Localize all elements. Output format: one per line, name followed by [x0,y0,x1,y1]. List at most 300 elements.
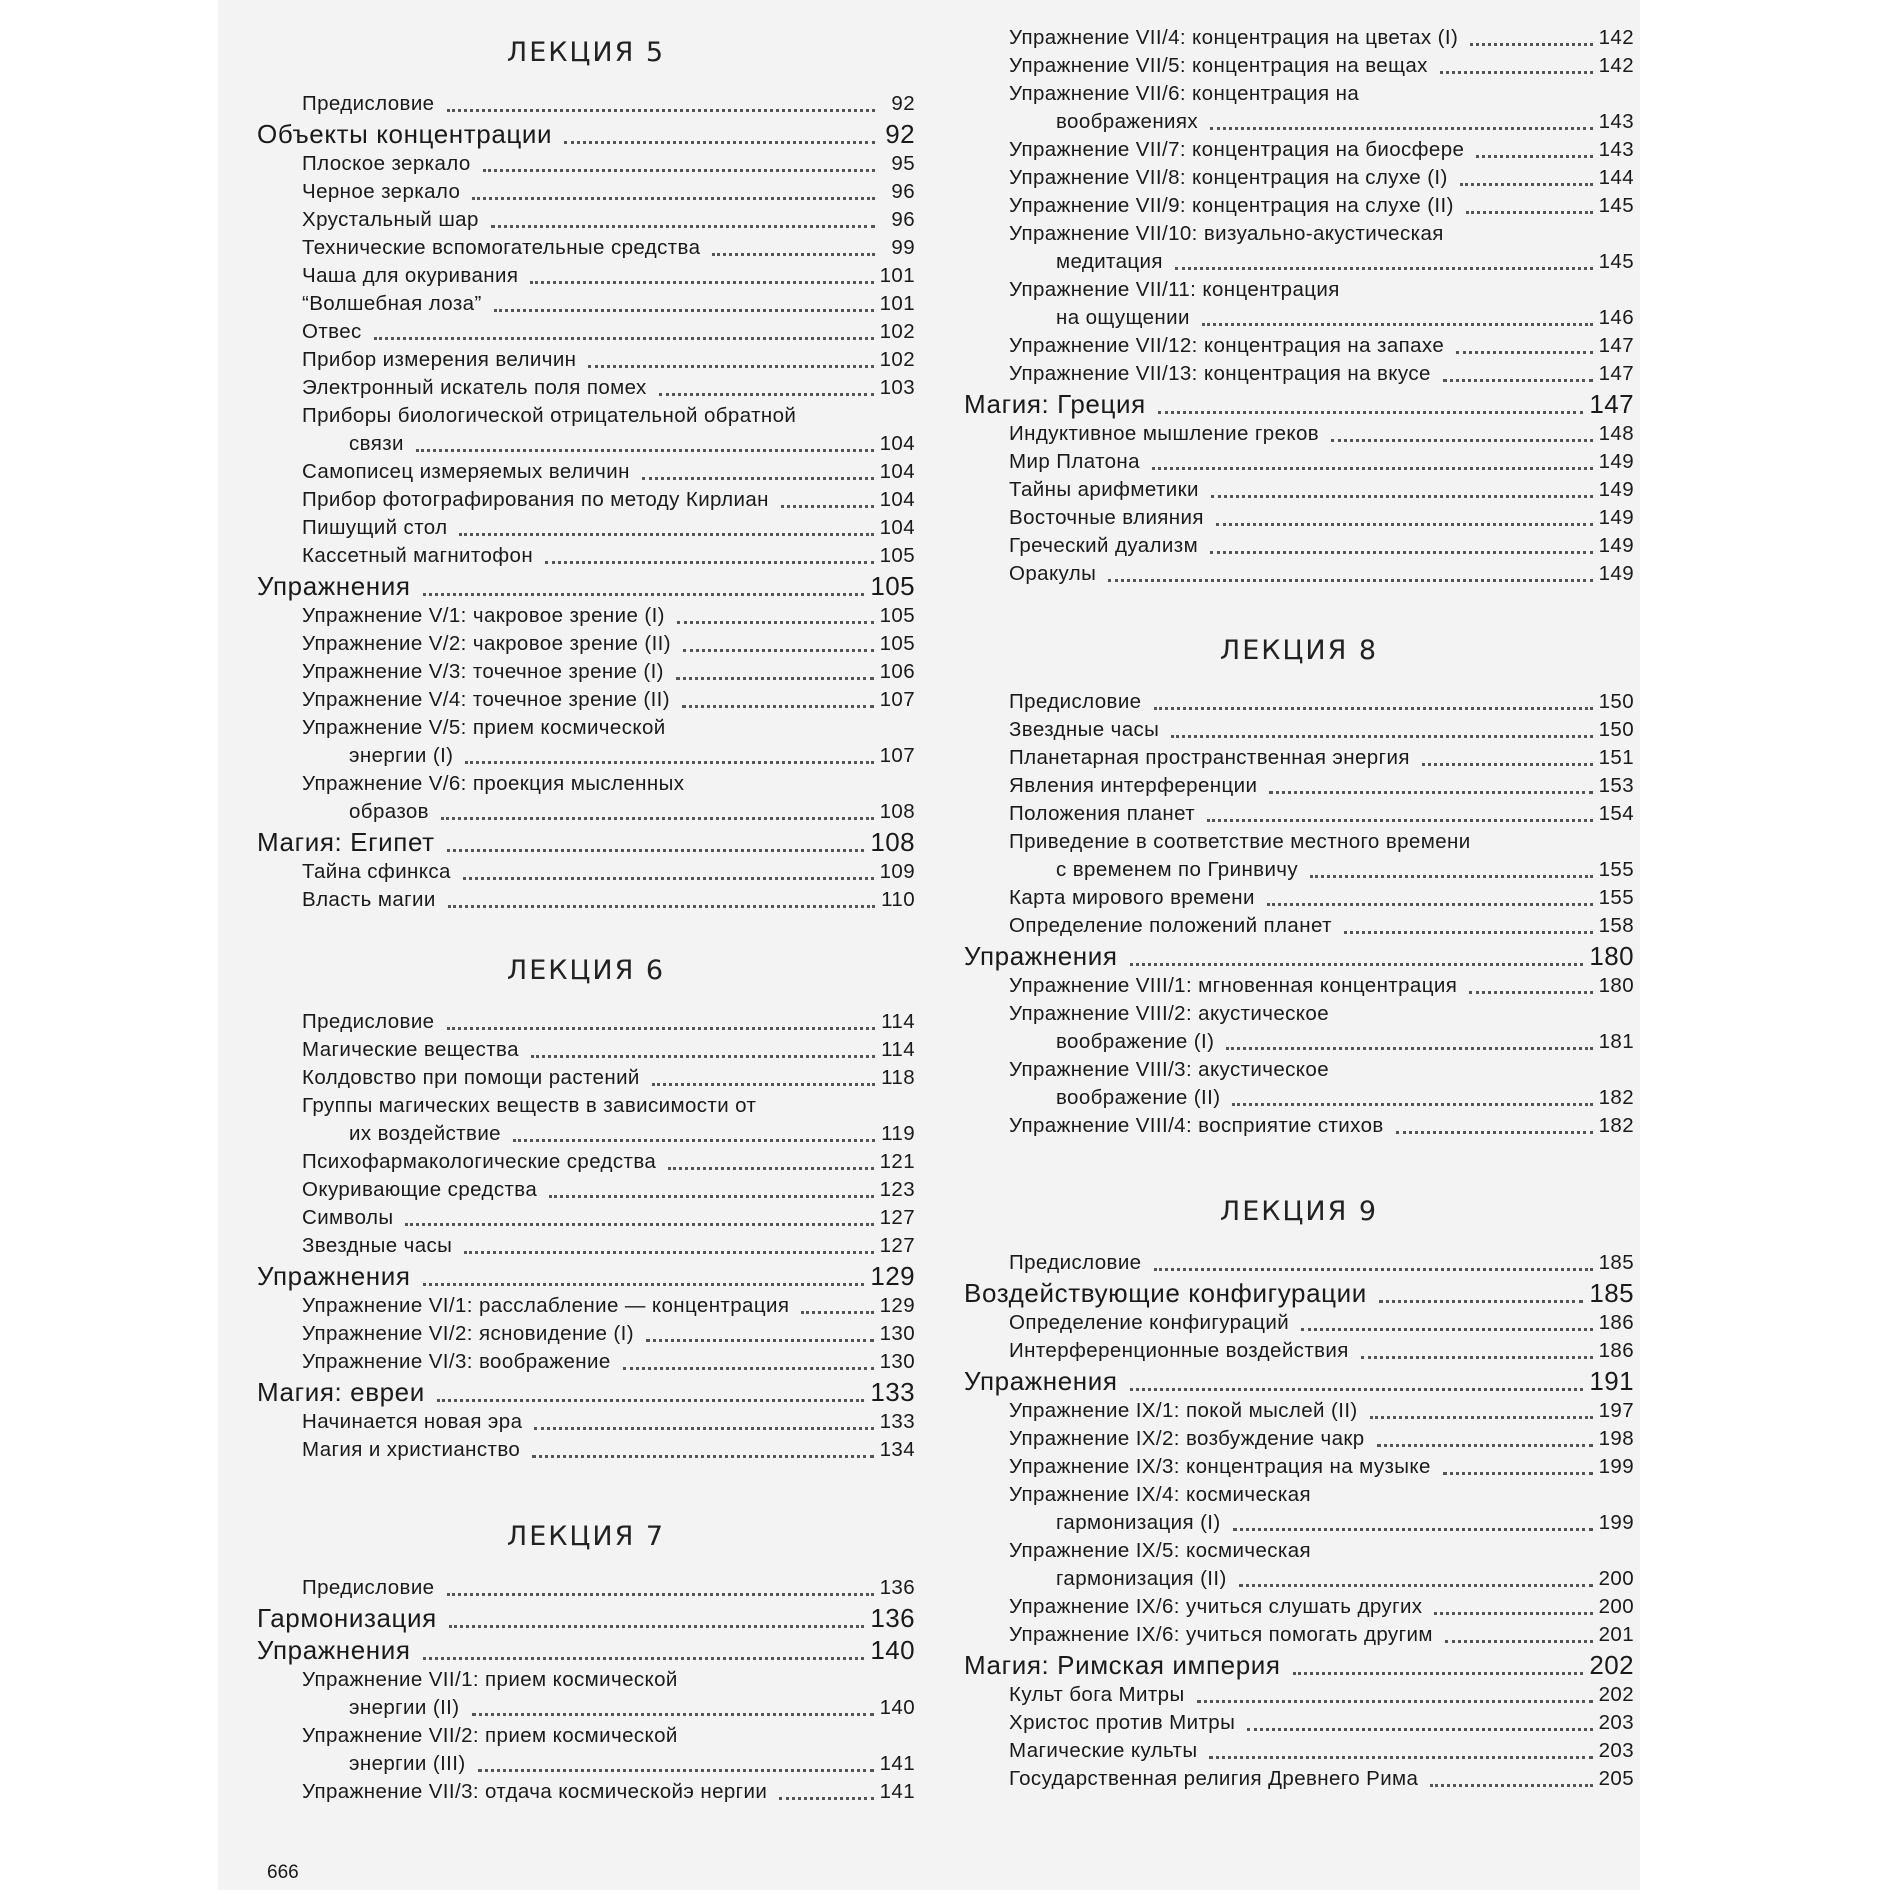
toc-entry[interactable] [257,1148,915,1176]
toc-chapter-entry[interactable] [257,826,915,858]
dot-leader [668,1161,873,1170]
entry-label: Электронный искатель поля помех [302,376,647,399]
entry-page-number: 118 [881,1066,915,1089]
dot-leader [1456,345,1592,354]
dot-leader [1130,957,1584,966]
toc-entry[interactable] [964,1397,1634,1425]
entry-label: Упражнение VII/12: концентрация на запахе [1009,334,1445,357]
toc-entry[interactable] [257,402,915,430]
entry-label: Упражнение V/2: чакровое зрение (II) [302,632,671,655]
toc-entry[interactable] [964,1765,1634,1793]
dot-leader [1207,813,1593,822]
entry-page-number: 150 [1598,690,1634,713]
entry-label: Психофармакологические средства [302,1150,657,1173]
entry-label: Предисловие [302,92,435,115]
toc-entry-continuation[interactable] [964,1028,1634,1056]
toc-entry[interactable] [257,858,915,886]
toc-entry[interactable] [964,716,1634,744]
entry-label: Упражнение IX/1: покой мыслей (II) [1009,1399,1358,1422]
entry-page-number: 107 [879,744,915,767]
dot-leader [659,387,874,396]
entry-label: Определение конфигураций [1009,1311,1290,1334]
toc-entry[interactable] [964,1681,1634,1709]
entry-page-number: 136 [870,1603,915,1633]
dot-leader [676,671,874,680]
dot-leader [652,1077,875,1086]
entry-page-number: 96 [891,208,915,231]
entry-page-number: 202 [1589,1650,1634,1680]
entry-page-number: 130 [879,1350,915,1373]
dot-leader [1430,1778,1592,1787]
toc-entry[interactable] [964,744,1634,772]
entry-page-number: 199 [1598,1511,1634,1534]
dot-leader [623,1361,874,1370]
entry-page-number: 101 [879,292,915,315]
toc-entry[interactable] [964,884,1634,912]
entry-page-number: 147 [1589,389,1634,419]
toc-entry[interactable] [257,658,915,686]
toc-entry[interactable] [964,1056,1634,1084]
toc-chapter-entry[interactable] [257,1260,915,1292]
toc-entry[interactable] [964,1000,1634,1028]
toc-entry[interactable] [964,476,1634,504]
dot-leader [1232,1097,1592,1106]
entry-label: Отвес [302,320,362,343]
toc-entry-continuation[interactable] [257,1694,915,1722]
lecture-section [964,1197,1634,1793]
entry-label: Упражнение IX/5: космическая [1009,1539,1312,1562]
toc-entry[interactable] [964,1309,1634,1337]
dot-leader [465,755,873,764]
entry-page-number: 129 [870,1261,915,1291]
entry-page-number: 198 [1598,1427,1634,1450]
toc-entry-continuation[interactable] [257,798,915,826]
entry-label: Предисловие [1009,690,1142,713]
dot-leader [1434,1606,1592,1615]
toc-entry[interactable] [964,1425,1634,1453]
dot-leader [1470,37,1592,46]
lecture-heading: ЛЕКЦИЯ 9 [1219,1196,1379,1227]
lecture-section [964,24,1634,588]
toc-entry-continuation[interactable] [964,856,1634,884]
toc-chapter-entry[interactable] [257,1602,915,1634]
dot-leader [1108,573,1592,582]
dot-leader [423,587,865,596]
dot-leader [1443,373,1593,382]
toc-entry[interactable] [257,1348,915,1376]
entry-label: Объекты концентрации [257,119,553,149]
entry-label: Культ бога Митры [1009,1683,1185,1706]
toc-entry[interactable] [257,630,915,658]
toc-entry[interactable] [257,318,915,346]
entry-page-number: 108 [870,827,915,857]
dot-leader [437,1393,865,1402]
entry-page-number: 140 [870,1635,915,1665]
toc-entry[interactable] [964,772,1634,800]
toc-entry-continuation[interactable] [964,1084,1634,1112]
entry-label-continuation: воображение (I) [1056,1030,1215,1053]
toc-entry[interactable] [257,1722,915,1750]
toc-entry[interactable] [964,332,1634,360]
lecture-heading: ЛЕКЦИЯ 7 [506,1521,666,1552]
entry-label: Технические вспомогательные средства [302,236,701,259]
toc-entry[interactable] [257,1292,915,1320]
toc-entry[interactable] [257,1574,915,1602]
toc-entry[interactable] [257,1232,915,1260]
toc-entry[interactable] [964,24,1634,52]
entry-label-continuation: воображениях [1056,110,1199,133]
toc-entry[interactable] [964,688,1634,716]
entry-label: Упражнение IX/6: учиться помогать другим [1009,1623,1433,1646]
entry-label: Оракулы [1009,562,1097,585]
entry-label: Упражнение VII/2: прием космической [302,1724,678,1747]
dot-leader [1154,701,1593,710]
dot-leader [545,555,874,564]
entry-page-number: 148 [1598,422,1634,445]
entry-label: Магия: Египет [257,827,435,857]
toc-entry[interactable] [257,542,915,570]
entry-page-number: 199 [1598,1455,1634,1478]
toc-entry-continuation[interactable] [964,1509,1634,1537]
toc-chapter-entry[interactable] [257,118,915,150]
entry-label-continuation: связи [349,432,404,455]
entry-label: Интерференционные воздействия [1009,1339,1349,1362]
toc-entry[interactable] [257,1666,915,1694]
dot-leader [683,643,874,652]
entry-page-number: 129 [879,1294,915,1317]
dot-leader [405,1217,873,1226]
dot-leader [1216,517,1593,526]
toc-entry[interactable] [964,1593,1634,1621]
toc-entry[interactable] [964,1709,1634,1737]
toc-entry[interactable] [964,192,1634,220]
entry-label: Христос против Митры [1009,1711,1236,1734]
entry-label: Упражнение VI/3: воображение [302,1350,611,1373]
entry-label: Положения планет [1009,802,1196,825]
entry-label: Упражнение VII/8: концентрация на слухе (I) [1009,166,1448,189]
entry-page-number: 92 [885,119,915,149]
toc-chapter-entry[interactable] [257,1376,915,1408]
entry-page-number: 144 [1598,166,1634,189]
dot-leader [1233,1522,1593,1531]
entry-label: Греческий дуализм [1009,534,1199,557]
dot-leader [449,1619,865,1628]
entry-page-number: 202 [1598,1683,1634,1706]
toc-entry[interactable] [964,420,1634,448]
dot-leader [532,1449,873,1458]
dot-leader [779,1791,873,1800]
entry-page-number: 104 [879,488,915,511]
entry-page-number: 103 [879,376,915,399]
toc-chapter-entry[interactable] [964,940,1634,972]
entry-page-number: 182 [1598,1086,1634,1109]
entry-page-number: 114 [881,1010,915,1033]
entry-label: Магические вещества [302,1038,519,1061]
toc-chapter-entry[interactable] [964,1365,1634,1397]
dot-leader [374,331,874,340]
entry-page-number: 180 [1598,974,1634,997]
page-number: 666 [267,1862,299,1883]
toc-entry[interactable] [257,1092,915,1120]
entry-page-number: 147 [1598,362,1634,385]
entry-page-number: 180 [1589,941,1634,971]
dot-leader [1476,149,1592,158]
toc-entry[interactable] [257,1176,915,1204]
entry-label-continuation: энергии (II) [349,1696,460,1719]
dot-leader [1175,261,1593,270]
dot-leader [781,499,874,508]
toc-entry[interactable] [257,1064,915,1092]
dot-leader [1377,1438,1593,1447]
toc-entry[interactable] [257,374,915,402]
dot-leader [642,471,874,480]
entry-label: Явления интерференции [1009,774,1258,797]
dot-leader [1247,1722,1592,1731]
entry-page-number: 155 [1598,886,1634,909]
entry-page-number: 145 [1598,250,1634,273]
entry-label: Упражнение VIII/1: мгновенная концентрация [1009,974,1458,997]
entry-label: Упражнение V/6: проекция мысленных [302,772,685,795]
entry-page-number: 109 [879,860,915,883]
entry-label: Восточные влияния [1009,506,1204,529]
entry-label-continuation: на ощущении [1056,306,1190,329]
dot-leader [472,191,875,200]
entry-page-number: 149 [1598,562,1634,585]
toc-entry[interactable] [257,290,915,318]
toc-entry-continuation[interactable] [964,304,1634,332]
dot-leader [1422,757,1593,766]
toc-entry-continuation[interactable] [257,430,915,458]
toc-chapter-entry[interactable] [964,1649,1634,1681]
entry-label: Хрустальный шар [302,208,479,231]
toc-entry[interactable] [257,714,915,742]
entry-label: Черное зеркало [302,180,461,203]
toc-entry[interactable] [257,90,915,118]
entry-page-number: 146 [1598,306,1634,329]
entry-label: Упражнения [257,1635,411,1665]
toc-entry[interactable] [257,514,915,542]
entry-page-number: 185 [1589,1278,1634,1308]
entry-page-number: 145 [1598,194,1634,217]
dot-leader [1396,1125,1593,1134]
entry-label: Определение положений планет [1009,914,1332,937]
entry-label: Воздействующие конфигурации [964,1278,1367,1308]
entry-page-number: 105 [870,571,915,601]
toc-chapter-entry[interactable] [964,388,1634,420]
dot-leader [447,1021,876,1030]
entry-page-number: 143 [1598,138,1634,161]
toc-entry[interactable] [257,686,915,714]
toc-entry[interactable] [257,1408,915,1436]
entry-label: Символы [302,1206,394,1229]
entry-label: “Волшебная лоза” [302,292,482,315]
toc-entry[interactable] [964,1337,1634,1365]
entry-page-number: 150 [1598,718,1634,741]
entry-page-number: 200 [1598,1595,1634,1618]
dot-leader [1210,121,1593,130]
entry-label: Упражнение V/4: точечное зрение (II) [302,688,670,711]
toc-entry-continuation[interactable] [257,1120,915,1148]
entry-label: Предисловие [1009,1251,1142,1274]
dot-leader [483,163,875,172]
entry-label: Упражнения [257,1261,411,1291]
toc-entry[interactable] [964,448,1634,476]
toc-entry[interactable] [257,150,915,178]
dot-leader [1158,405,1584,414]
toc-entry[interactable] [964,560,1634,588]
toc-entry[interactable] [257,262,915,290]
dot-leader [1361,1350,1593,1359]
toc-entry[interactable] [964,1481,1634,1509]
dot-leader [1460,177,1593,186]
entry-label: Гармонизация [257,1603,437,1633]
entry-label: Карта мирового времени [1009,886,1255,909]
dot-leader [1269,785,1592,794]
toc-entry[interactable] [964,1249,1634,1277]
toc-entry[interactable] [964,136,1634,164]
toc-chapter-entry[interactable] [964,1277,1634,1309]
entry-label: Мир Платона [1009,450,1140,473]
entry-page-number: 200 [1598,1567,1634,1590]
entry-label: Индуктивное мышление греков [1009,422,1320,445]
toc-entry[interactable] [964,800,1634,828]
entry-page-number: 121 [879,1150,915,1173]
dot-leader [463,871,874,880]
dot-leader [423,1277,865,1286]
toc-entry[interactable] [964,1453,1634,1481]
toc-entry[interactable] [964,52,1634,80]
entry-label: Планетарная пространственная энергия [1009,746,1410,769]
dot-leader [1239,1578,1593,1587]
toc-entry[interactable] [964,912,1634,940]
entry-label: Упражнение V/5: прием космической [302,716,666,739]
toc-entry-continuation[interactable] [964,108,1634,136]
entry-label: Приборы биологической отрицательной обратной [302,404,797,427]
toc-entry[interactable] [964,276,1634,304]
lecture-section [964,636,1634,1140]
toc-entry[interactable] [257,206,915,234]
toc-entry[interactable] [257,1204,915,1232]
entry-page-number: 154 [1598,802,1634,825]
entry-label: Упражнение IX/4: космическая [1009,1483,1312,1506]
entry-label: Упражнения [257,571,411,601]
entry-page-number: 133 [870,1377,915,1407]
toc-entry[interactable] [257,1778,915,1806]
entry-page-number: 102 [879,320,915,343]
entry-page-number: 143 [1598,110,1634,133]
lecture-heading: ЛЕКЦИЯ 8 [1219,635,1379,666]
entry-label-continuation: образов [349,800,429,823]
toc-entry[interactable] [257,458,915,486]
toc-entry-continuation[interactable] [257,742,915,770]
dot-leader [1210,545,1593,554]
entry-page-number: 181 [1598,1030,1634,1053]
toc-entry[interactable] [964,532,1634,560]
dot-leader [1331,433,1593,442]
dot-leader [447,103,876,112]
toc-entry[interactable] [257,178,915,206]
toc-entry[interactable] [964,1737,1634,1765]
dot-leader [682,699,874,708]
dot-leader [1466,205,1593,214]
toc-chapter-entry[interactable] [257,1634,915,1666]
entry-page-number: 101 [879,264,915,287]
toc-entry[interactable] [257,486,915,514]
entry-page-number: 142 [1598,54,1634,77]
lecture-heading: ЛЕКЦИЯ 6 [506,955,666,986]
toc-entry-continuation[interactable] [964,248,1634,276]
entry-page-number: 104 [879,516,915,539]
entry-page-number: 158 [1598,914,1634,937]
entry-page-number: 105 [879,544,915,567]
toc-entry[interactable] [964,1537,1634,1565]
dot-leader [416,443,874,452]
dot-leader [1440,65,1593,74]
toc-entry[interactable] [257,1008,915,1036]
entry-label-continuation: воображение (II) [1056,1086,1221,1109]
dot-leader [472,1707,874,1716]
dot-leader [1469,985,1592,994]
entry-page-number: 108 [879,800,915,823]
toc-entry[interactable] [257,1036,915,1064]
entry-label: Магические культы [1009,1739,1198,1762]
entry-page-number: 186 [1598,1339,1634,1362]
entry-page-number: 149 [1598,450,1634,473]
entry-page-number: 140 [879,1696,915,1719]
toc-entry-continuation[interactable] [964,1565,1634,1593]
entry-label-continuation: медитация [1056,250,1163,273]
toc-chapter-entry[interactable] [257,570,915,602]
entry-page-number: 95 [891,152,915,175]
entry-page-number: 96 [891,180,915,203]
toc-entry[interactable] [964,360,1634,388]
entry-label: Приведение в соответствие местного времени [1009,830,1471,853]
toc-entry[interactable] [964,1621,1634,1649]
toc-entry[interactable] [964,828,1634,856]
entry-page-number: 127 [879,1234,915,1257]
dot-leader [1152,461,1593,470]
toc-entry-continuation[interactable] [257,1750,915,1778]
toc-entry[interactable] [964,220,1634,248]
entry-page-number: 106 [879,660,915,683]
entry-label-continuation: гармонизация (II) [1056,1567,1227,1590]
dot-leader [564,135,875,144]
toc-entry[interactable] [964,164,1634,192]
entry-label: Магия и христианство [302,1438,521,1461]
toc-entry[interactable] [257,602,915,630]
entry-label: Тайна сфинкса [302,860,451,883]
dot-leader [423,1651,865,1660]
entry-page-number: 105 [879,604,915,627]
entry-page-number: 201 [1598,1623,1634,1646]
entry-label: Государственная религия Древнего Рима [1009,1767,1419,1790]
toc-entry[interactable] [257,1320,915,1348]
entry-label-continuation: их воздействие [349,1122,501,1145]
entry-label: Начинается новая эра [302,1410,523,1433]
toc-entry[interactable] [257,1436,915,1464]
toc-entry[interactable] [964,1112,1634,1140]
entry-label: Магия: евреи [257,1377,425,1407]
toc-entry[interactable] [964,504,1634,532]
toc-entry[interactable] [964,80,1634,108]
toc-entry[interactable] [257,346,915,374]
toc-entry[interactable] [257,886,915,914]
dot-leader [549,1189,873,1198]
toc-entry[interactable] [257,234,915,262]
entry-page-number: 186 [1598,1311,1634,1334]
toc-entry[interactable] [964,972,1634,1000]
toc-entry[interactable] [257,770,915,798]
